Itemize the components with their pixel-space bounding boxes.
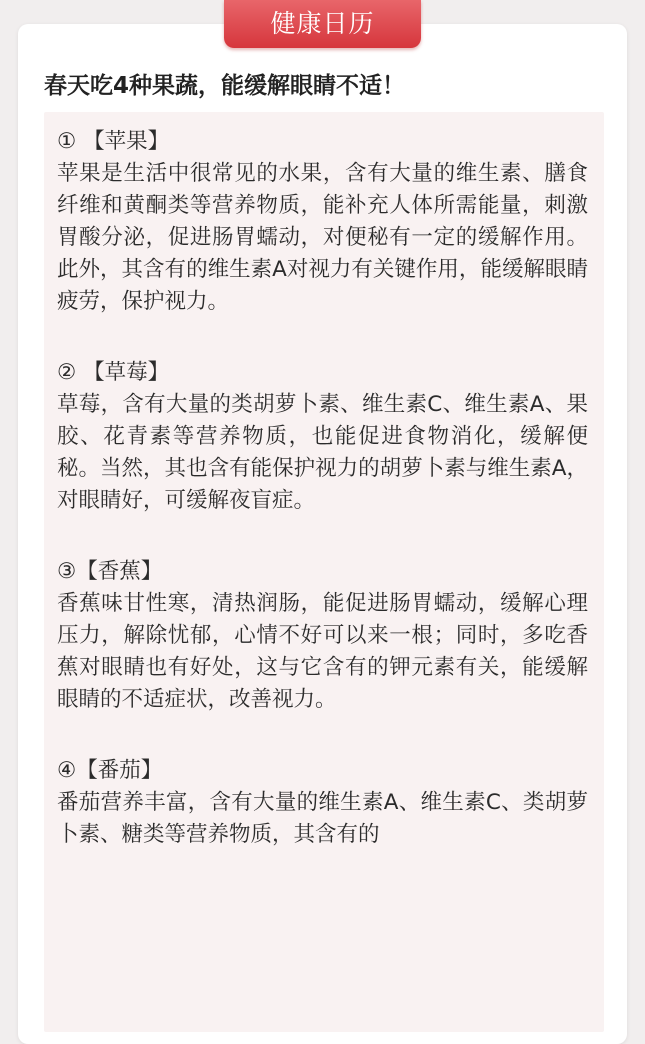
section-heading: ④【番茄】 xyxy=(57,758,163,783)
section-body: 香蕉味甘性寒，清热润肠，能促进肠胃蠕动，缓解心理压力，解除忧郁，心情不好可以来一根；同时，多吃香蕉对眼睛也有好处，这与它含有的钾元素有关，能缓解眼睛的不适症状，改善视力。 xyxy=(57,591,588,712)
section-tomato xyxy=(57,755,588,851)
section-apple xyxy=(57,126,588,318)
section-body: 草莓，含有大量的类胡萝卜素、维生素C、维生素A、果胶、花青素等营养物质，也能促进食物消化，缓解便秘。当然，其也含有能保护视力的胡萝卜素与维生素A，对眼睛好，可缓解夜盲症。 xyxy=(57,392,588,513)
section-body: 番茄营养丰富，含有大量的维生素A、维生素C、类胡萝卜素、糖类等营养物质，其含有的 xyxy=(57,790,588,847)
section-heading: ③【香蕉】 xyxy=(57,559,163,584)
health-calendar-badge: 健康日历 xyxy=(224,0,421,48)
section-strawberry xyxy=(57,357,588,517)
section-banana xyxy=(57,556,588,716)
section-body: 苹果是生活中很常见的水果，含有大量的维生素、膳食纤维和黄酮类等营养物质，能补充人体所需能量，刺激胃酸分泌，促进肠胃蠕动，对便秘有一定的缓解作用。此外，其含有的维生素A对视力有关键作用，能缓解眼睛疲劳，保护视力。 xyxy=(57,161,588,314)
article-content-panel xyxy=(44,112,604,1032)
section-heading: ② 【草莓】 xyxy=(57,360,170,385)
section-heading: ① 【苹果】 xyxy=(57,129,170,154)
article-title: 春天吃4种果蔬，能缓解眼睛不适！ xyxy=(44,73,406,99)
